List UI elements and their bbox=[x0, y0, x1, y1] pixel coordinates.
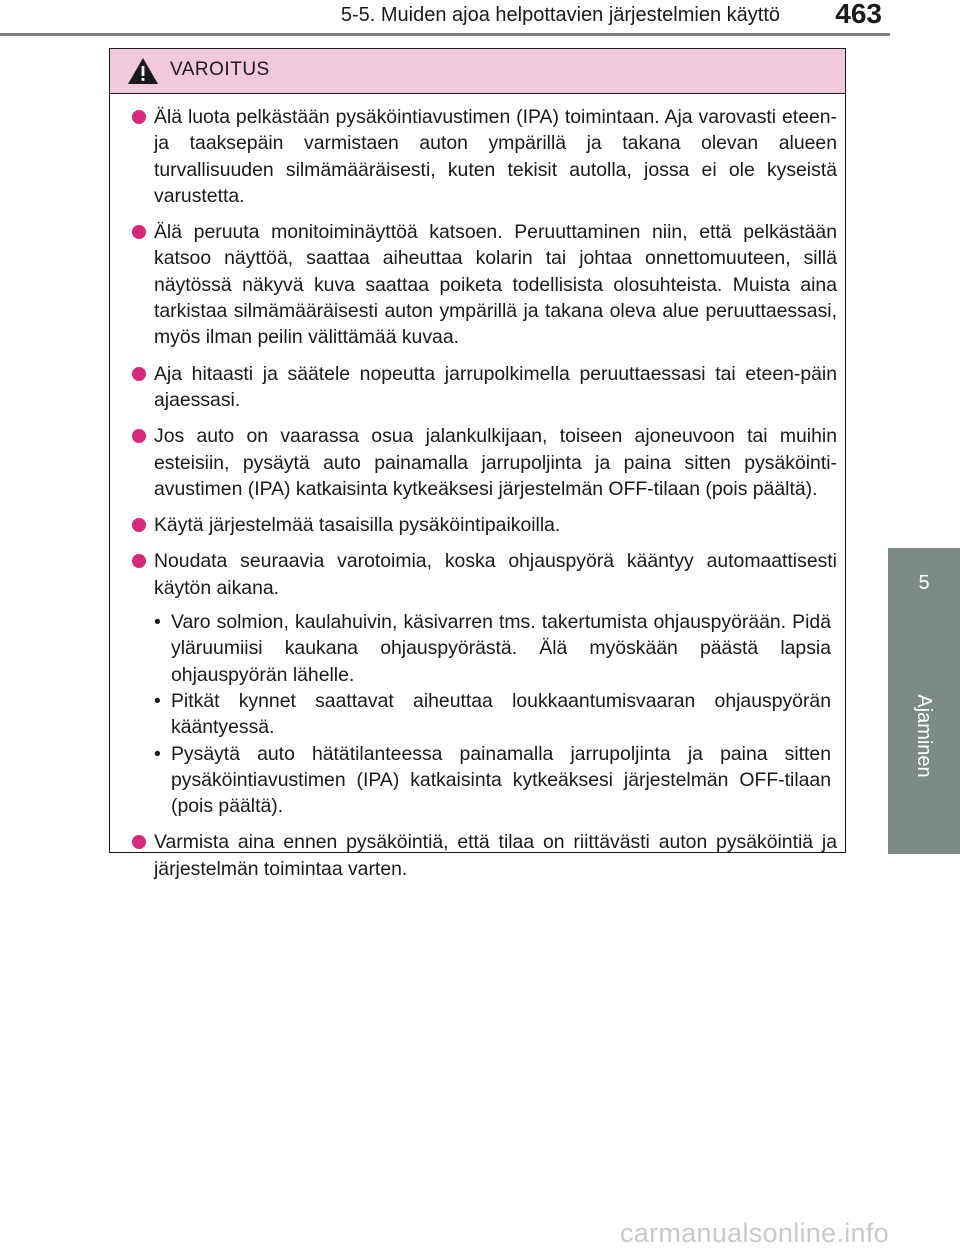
bullet-icon bbox=[132, 429, 146, 443]
warning-item-text: Käytä järjestelmää tasaisilla pysäköintipaikoilla. bbox=[154, 514, 561, 537]
sub-list-item bbox=[154, 609, 831, 688]
warning-item-text: Jos auto on vaarassa osua jalankulkijaan, toiseen ajoneuvoon tai muihin esteisiin, pysäytä auto painamalla jarrupoljinta ja paina sitten pysäköinti-avustimen (IPA) katkaisinta kytkeäksesi järjestelmän OFF-tilaan (pois päältä). bbox=[154, 425, 837, 500]
bullet-icon bbox=[132, 367, 146, 381]
sub-list-item-text: Pitkät kynnet saattavat aiheuttaa loukkaantumisvaaran ohjauspyörän kääntyessä. bbox=[171, 689, 831, 739]
sub-list-item-text: Varo solmion, kaulahuivin, käsivarren tms. takertumista ohjauspyörään. Pidä yläruumiisi kaukana ohjauspyörästä. Älä myöskään päästä lapsia ohjauspyörän lähelle. bbox=[171, 611, 831, 686]
bullet-icon bbox=[132, 835, 146, 849]
sub-list-item bbox=[154, 741, 831, 820]
warning-item bbox=[132, 512, 837, 538]
warning-title: VAROITUS bbox=[170, 59, 270, 80]
warning-item-text: Noudata seuraavia varotoimia, koska ohjauspyörä kääntyy automaattisesti käytön aikana. bbox=[154, 550, 837, 599]
section-title: 5-5. Muiden ajoa helpottavien järjestelmien käyttö bbox=[340, 4, 780, 26]
warning-header bbox=[110, 49, 845, 94]
warning-item-text: Älä peruuta monitoiminäyttöä katsoen. Peruuttaminen niin, että pelkästään katsoo näyttöä, saattaa aiheuttaa kolarin tai johtaa onnettomuuteen, sillä näytössä näkyvä kuva saattaa poiketa todellisista olosuhteista. Muista aina tarkistaa silmämääräisesti auton ympärillä ja takana oleva alue peruuttaessasi, myös ilman peilin välittämää kuvaa. bbox=[154, 221, 837, 349]
sub-list-item bbox=[154, 688, 831, 741]
warning-triangle-icon bbox=[127, 57, 159, 85]
warning-item bbox=[132, 219, 837, 350]
chapter-number: 5 bbox=[918, 572, 930, 594]
bullet-icon bbox=[132, 554, 146, 568]
bullet-icon bbox=[132, 225, 146, 239]
warning-body bbox=[110, 94, 845, 882]
warning-item bbox=[132, 548, 837, 819]
sub-list bbox=[154, 609, 837, 819]
chapter-tab[interactable] bbox=[888, 548, 960, 854]
warning-item-text: Älä luota pelkästään pysäköintiavustimen (IPA) toimintaan. Aja varovasti eteen- ja taaksepäin varmistaen auton ympärillä ja takana olevan alueen turvallisuuden silmämääräisesti, kuten tekisit autolla, jossa ei ole kyseistä varustetta. bbox=[154, 106, 837, 207]
warning-item-text: Varmista aina ennen pysäköintiä, että tilaa on riittävästi auton pysäköintiä ja järjestelmän toimintaa varten. bbox=[154, 831, 837, 880]
sub-list-item-text: Pysäytä auto hätätilanteessa painamalla jarrupoljinta ja paina sitten pysäköintiavustimen (IPA) katkaisinta kytkeäksesi järjestelmän OFF-tilaan (pois päältä). bbox=[171, 742, 831, 818]
dot-icon: • bbox=[154, 611, 161, 634]
page-number: 463 bbox=[835, 0, 882, 29]
dot-icon: • bbox=[154, 742, 161, 765]
warning-item bbox=[132, 104, 837, 209]
bullet-icon bbox=[132, 110, 146, 124]
header-divider bbox=[0, 33, 890, 36]
warning-item bbox=[132, 423, 837, 502]
warning-box bbox=[109, 48, 846, 880]
warning-item bbox=[132, 361, 837, 414]
watermark-link[interactable]: carmanualsonline.info bbox=[620, 1218, 889, 1248]
warning-item bbox=[132, 829, 837, 882]
warning-item-text: Aja hitaasti ja säätele nopeutta jarrupolkimella peruuttaessasi tai eteen-päin ajaessasi. bbox=[154, 362, 837, 411]
bullet-icon bbox=[132, 518, 146, 532]
chapter-label: Ajaminen bbox=[913, 694, 935, 778]
dot-icon: • bbox=[154, 689, 161, 712]
